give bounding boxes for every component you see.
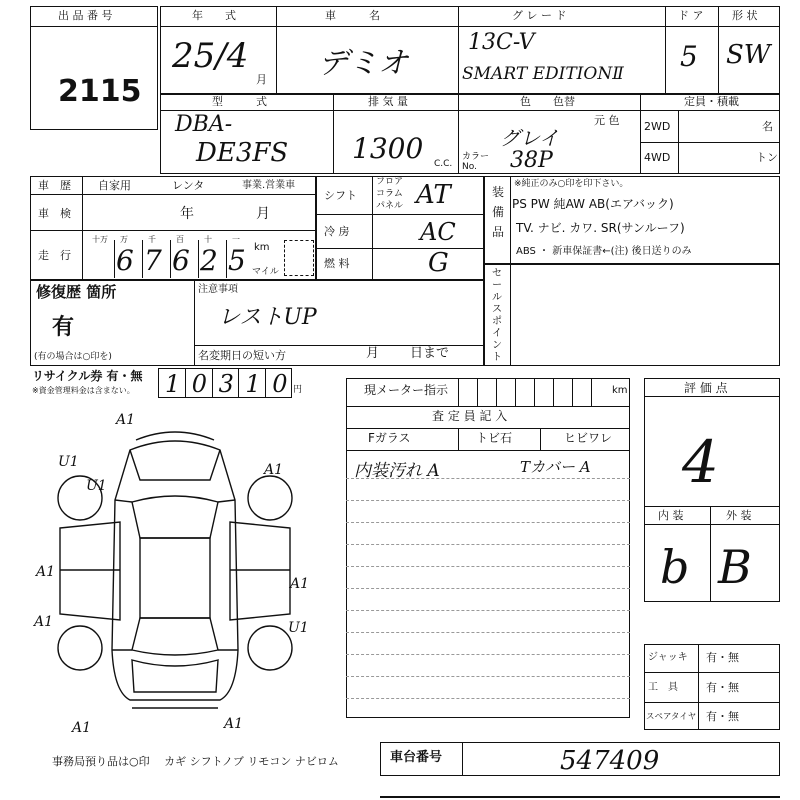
inspection-year-unit: 年 <box>180 206 194 222</box>
expiry-month: 月 <box>366 346 380 361</box>
recycle-digit: 0 <box>272 370 288 398</box>
mileage-digit-label: 一 <box>232 235 240 244</box>
shape-label: 形 状 <box>732 9 758 22</box>
recycle-label: リサイクル券 有・無 <box>32 369 143 383</box>
shift-option-panel: パネル <box>376 201 404 211</box>
tailgate <box>132 660 218 692</box>
two-wd-label: 2WD <box>644 120 671 133</box>
mileage-digit: 6 <box>116 244 134 277</box>
interior-label: 内 装 <box>658 509 684 522</box>
equipment-row-1: PS PW 純AW AB(エアバック) <box>512 197 674 211</box>
car-name-value: デミオ <box>318 46 408 81</box>
damage-mark: A1 <box>116 412 136 428</box>
km-unit: km <box>254 242 270 253</box>
score-label: 評 価 点 <box>684 381 728 395</box>
shift-label: シフト <box>324 189 357 202</box>
meter-cell-divider <box>572 378 573 406</box>
color-no-label: カラー No. <box>462 152 490 172</box>
four-wd-label: 4WD <box>644 151 671 164</box>
rental-option: レンタ <box>172 179 205 192</box>
mileage-digit: 7 <box>144 244 162 277</box>
year-label: 年 式 <box>192 9 236 22</box>
mileage-cell-divider <box>142 240 143 278</box>
mile-check-box <box>284 240 314 276</box>
repair-label: 修復歴 箇所 <box>36 283 117 301</box>
damage-mark: A1 <box>224 716 244 732</box>
chassis-label: 車台番号 <box>390 750 443 765</box>
mileage-digit: 6 <box>172 244 190 277</box>
capacity-label: 定員・積載 <box>684 95 739 108</box>
grade-label: グ レ ー ド <box>512 9 567 22</box>
damage-mark: U1 <box>58 454 79 470</box>
equipment-row-2: TV. ナビ. カワ. SR(サンルーフ) <box>516 221 685 235</box>
shift-value: AT <box>416 180 451 210</box>
comment-1: 内装汚れ A <box>354 461 440 481</box>
jack-yes-no: 有・無 <box>706 651 739 664</box>
original-color-label: 元 色 <box>594 114 620 127</box>
chip-label: トビ石 <box>476 431 513 445</box>
car-diagram <box>40 410 330 740</box>
mileage-digit: 2 <box>200 244 218 277</box>
mileage-cell-divider <box>198 240 199 278</box>
meter-km-unit: km <box>612 385 628 396</box>
inspection-label: 車 検 <box>38 207 71 220</box>
mileage-cell-divider <box>170 240 171 278</box>
cc-unit: C.C. <box>434 159 453 169</box>
left-doors <box>60 522 120 620</box>
tools-yes-no: 有・無 <box>706 681 739 694</box>
inspector-grid <box>346 378 630 718</box>
chassis-number: 547409 <box>560 746 660 776</box>
recycle-sub-note: ※資金管理料金は含まない。 <box>32 386 135 395</box>
business-use-option: 事業.営業車 <box>242 180 296 191</box>
expiry-day: 日まで <box>410 346 450 361</box>
color-value: グレイ <box>500 126 559 150</box>
mileage-digit-label: 十万 <box>92 235 108 244</box>
tools-label: 工 具 <box>648 682 678 693</box>
year-month-unit: 月 <box>256 73 267 86</box>
comment-rule <box>346 588 630 589</box>
meter-cell-divider <box>496 378 497 406</box>
equipment-note: ※純正のみ○印を印下さい。 <box>514 179 629 189</box>
mileage-digit: 5 <box>228 244 246 277</box>
fuel-value: G <box>428 248 449 278</box>
doors-label: ド ア <box>678 9 704 22</box>
lot-number: 2115 <box>58 74 142 109</box>
recycle-yen-unit: 円 <box>293 385 303 395</box>
damage-mark: A1 <box>290 576 310 592</box>
inspection-month-unit: 月 <box>256 206 270 222</box>
mileage-cell-divider <box>226 240 227 278</box>
hood <box>130 450 220 480</box>
wheel-rear-left <box>58 626 102 670</box>
comment-2: Tカバー A <box>520 458 591 476</box>
meter-cell-divider <box>515 378 516 406</box>
comment-rule <box>346 500 630 501</box>
equipment-row-3: ABS ・ 新車保証書←(注) 後日送りのみ <box>516 246 692 257</box>
lot-label: 出 品 番 号 <box>58 9 113 22</box>
damage-mark: A1 <box>36 564 56 580</box>
mileage-digit-label: 千 <box>148 235 156 244</box>
caution-label: 注意事項 <box>198 284 238 295</box>
ton-unit: トン <box>756 151 778 164</box>
score-value: 4 <box>682 428 719 496</box>
spare-tire-label: スペアタイヤ <box>646 712 697 722</box>
doors-value: 5 <box>680 40 698 73</box>
car-name-label: 車 名 <box>325 9 380 22</box>
recycle-cell-divider <box>238 368 239 398</box>
sales-point-grid <box>484 264 780 366</box>
mileage-digit-label: 百 <box>176 235 184 244</box>
expiry-label: 名変期日の短い方 <box>198 349 286 362</box>
ac-label: 冷 房 <box>324 225 350 238</box>
shift-option-floor: フロア <box>376 177 404 187</box>
fuel-label: 燃 料 <box>324 257 350 270</box>
damage-mark: A1 <box>34 614 54 630</box>
equipment-label: 装 備 品 <box>492 185 505 239</box>
wheel-rear-right <box>248 626 292 670</box>
private-use-option: 自家用 <box>98 179 131 192</box>
shape-value: SW <box>726 40 771 70</box>
year-value: 25/4 <box>172 36 249 76</box>
model-value-1: DBA- <box>175 112 233 137</box>
displacement-value: 1300 <box>352 132 424 165</box>
repair-value: 有 <box>52 315 75 340</box>
interior-score: b <box>660 540 690 594</box>
lot-box <box>30 6 158 130</box>
diagram-footer: 事務局預り品は○印 カギ シフトノブ リモコン ナビロム <box>52 755 339 768</box>
spare-yes-no: 有・無 <box>706 710 739 723</box>
displacement-label: 排 気 量 <box>368 95 408 108</box>
persons-unit: 名 <box>762 120 773 133</box>
crack-label: ヒビワレ <box>564 431 613 445</box>
recycle-cell-divider <box>185 368 186 398</box>
roof <box>140 538 210 618</box>
recycle-cell-divider <box>212 368 213 398</box>
grade-value-2: SMART EDITIONⅡ <box>462 64 624 84</box>
glass-label: Fガラス <box>368 431 411 445</box>
recycle-digit: 3 <box>218 370 234 398</box>
meter-cell-divider <box>477 378 478 406</box>
jack-label: ジャッキ <box>648 652 688 663</box>
sales-point-label: セールスポイント <box>492 268 502 363</box>
damage-mark: A1 <box>264 462 284 478</box>
exterior-score: B <box>718 540 752 594</box>
mileage-digit-label: 万 <box>120 235 128 244</box>
recycle-digit: 1 <box>245 370 261 398</box>
recycle-cell-divider <box>265 368 266 398</box>
meter-cell-divider <box>534 378 535 406</box>
wheel-front-right <box>248 476 292 520</box>
damage-mark: A1 <box>72 720 92 736</box>
model-value-2: DE3FS <box>196 138 289 168</box>
recycle-digit: 1 <box>165 370 181 398</box>
comment-rule <box>346 566 630 567</box>
front-bumper <box>136 432 214 440</box>
grade-value-1: 13C-V <box>468 30 535 55</box>
exterior-label: 外 装 <box>726 509 752 522</box>
damage-mark: U1 <box>86 478 107 494</box>
comments-label: 査 定 員 記 入 <box>432 409 508 423</box>
windshield <box>132 496 218 538</box>
mile-unit: マイル <box>252 267 279 277</box>
mileage-cell-divider <box>114 240 115 278</box>
model-label: 型 式 <box>212 95 267 108</box>
comment-rule <box>346 654 630 655</box>
mileage-digit-label: 十 <box>204 235 212 244</box>
rear-window <box>132 618 218 655</box>
comment-rule <box>346 522 630 523</box>
comment-rule <box>346 632 630 633</box>
history-label: 車 歴 <box>38 179 71 192</box>
meter-label: 現メーター指示 <box>364 383 449 397</box>
damage-mark: U1 <box>288 620 309 636</box>
comment-rule <box>346 610 630 611</box>
ac-value: AC <box>420 218 456 246</box>
meter-cell-divider <box>591 378 592 406</box>
shift-option-column: コラム <box>376 189 403 199</box>
color-label: 色 色替 <box>520 95 575 108</box>
color-no-value: 38P <box>510 148 553 173</box>
comment-rule <box>346 676 630 677</box>
caution-value: レストUP <box>218 305 317 330</box>
meter-cell-divider <box>553 378 554 406</box>
repair-note: (有の場合は○印を) <box>34 352 112 362</box>
right-doors <box>230 522 290 620</box>
mileage-label: 走 行 <box>38 249 71 262</box>
comment-rule <box>346 544 630 545</box>
comment-rule <box>346 698 630 699</box>
recycle-digit: 0 <box>191 370 208 398</box>
